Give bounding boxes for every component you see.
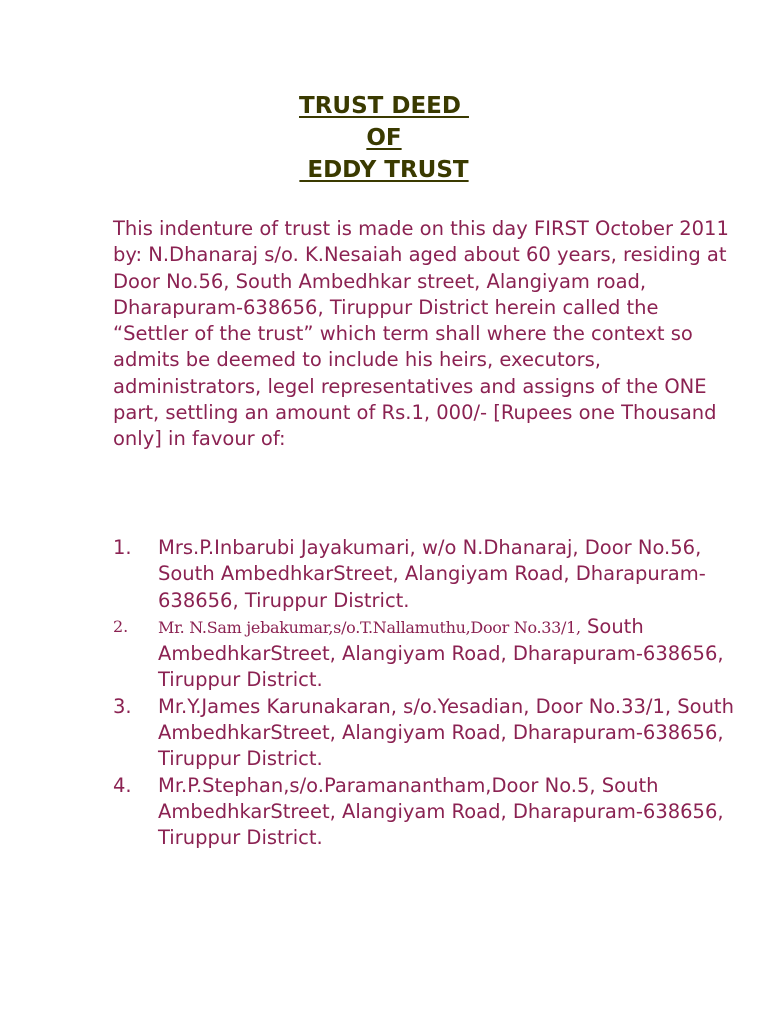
list-item-text: South AmbedhkarStreet, Alangiyam Road, Dharapuram-638656, Tiruppur District. <box>158 614 724 692</box>
beneficiaries-list <box>113 535 743 852</box>
intro-paragraph: This indenture of trust is made on this day FIRST October 2011 by: N.Dhanaraj s/o. K.Nesaiah aged about 60 years, residing at Door No.56, South Ambedhkar street, Alangiyam road, Dharapuram-638656, Tiruppur District herein called the “Settler of the trust” which term shall where the context so admits be deemed to include his heirs, executors, administrators, legel representatives and assigns of the ONE part, settling an amount of Rs.1, 000/- [Rupees one Thousand only] in favour of: <box>113 217 729 451</box>
list-item-text: Mrs.P.Inbarubi Jayakumari, w/o N.Dhanaraj, Door No.56, South AmbedhkarStreet, Alangiyam Road, Dharapuram-638656, Tiruppur District. <box>158 536 706 612</box>
title-line-3-text: EDDY TRUST <box>299 157 469 183</box>
title-line-3 <box>0 154 768 186</box>
list-item <box>113 535 743 614</box>
list-item <box>113 694 743 773</box>
title-line-1-text: TRUST DEED <box>299 93 469 119</box>
list-number: 1. <box>113 536 132 559</box>
list-item <box>113 614 743 694</box>
list-item-text-serif: Mr. N.Sam jebakumar,s/o.T.Nallamuthu,Door No.33/1, <box>158 617 581 637</box>
list-number: 4. <box>113 773 132 797</box>
list-item-text: Mr.P.Stephan,s/o.Paramanantham,Door No.5, South AmbedhkarStreet, Alangiyam Road, Dharapuram-638656, Tiruppur District. <box>158 773 724 850</box>
list-item-text: Mr.Y.James Karunakaran, s/o.Yesadian, Door No.33/1, South AmbedhkarStreet, Alangiyam Road, Dharapuram-638656, Tiruppur District. <box>158 694 734 771</box>
list-number: 2. <box>113 616 129 636</box>
title-line-2 <box>0 122 768 154</box>
list-item <box>113 773 743 852</box>
title-line-2-text: OF <box>366 125 402 151</box>
title-line-1 <box>0 90 768 122</box>
document-title <box>0 90 768 186</box>
list-number: 3. <box>113 694 132 718</box>
